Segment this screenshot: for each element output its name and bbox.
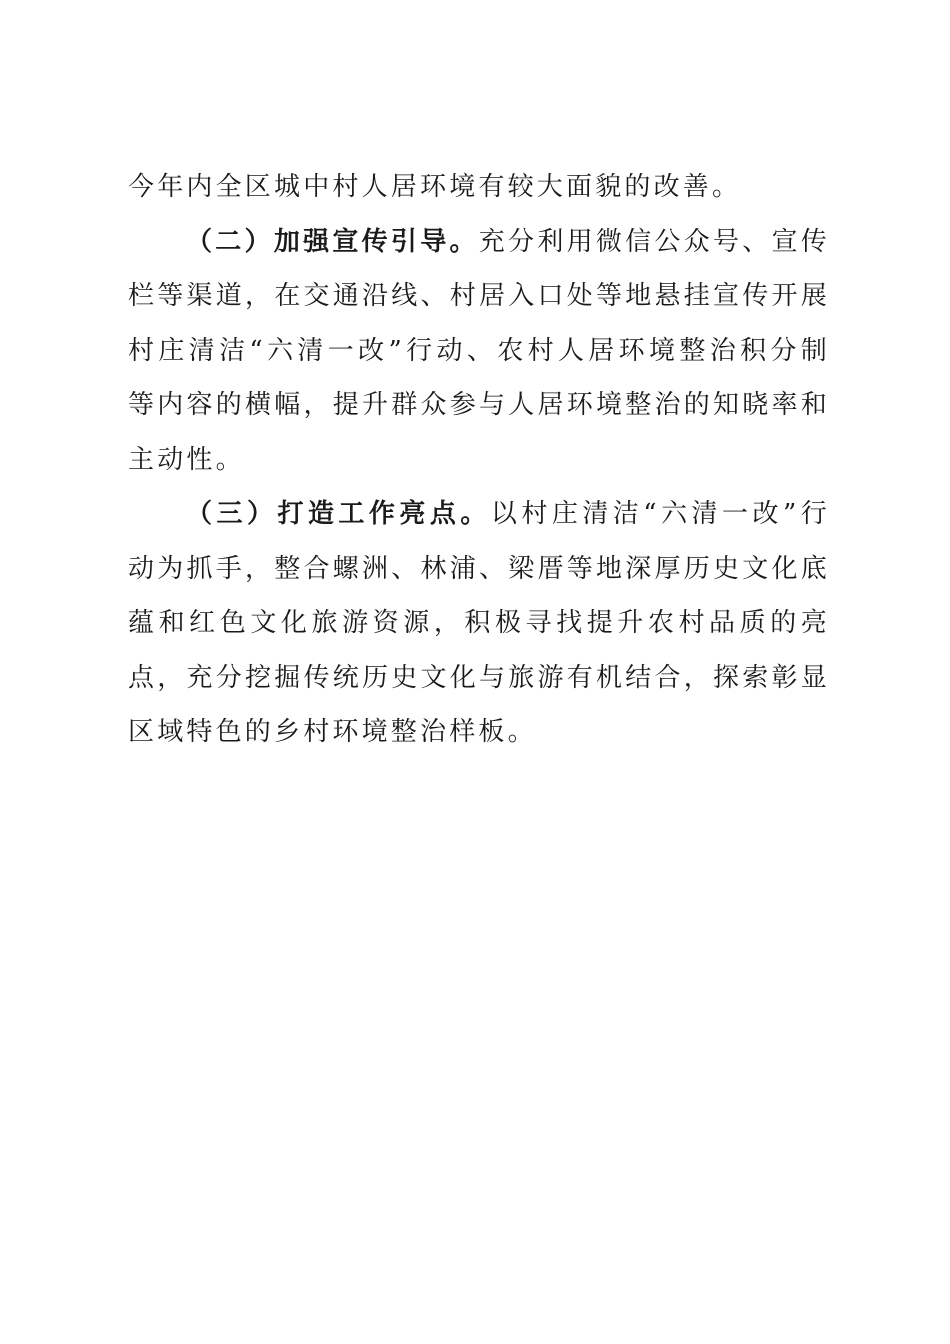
paragraph-publicity [128, 215, 830, 488]
section-heading-publicity: （二）加强宣传引导。 [186, 226, 479, 257]
paragraph-continuation [128, 160, 830, 215]
paragraph-highlights [128, 487, 830, 760]
paragraph-text: 充分利用微信公众号、宣传栏等渠道，在交通沿线、村居入口处等地悬挂宣传开展村庄清洁“六清一改”行动、农村人居环境整治积分制等内容的横幅，提升群众参与人居环境整治的知晓率和主动性。 [128, 226, 830, 475]
section-heading-highlights: （三）打造工作亮点。 [186, 499, 491, 529]
paragraph-text: 今年内全区城中村人居环境有较大面貌的改善。 [128, 172, 742, 202]
paragraph-text: 以村庄清洁“六清一改”行动为抓手，整合螺洲、林浦、梁厝等地深厚历史文化底蕴和红色文化旅游资源，积极寻找提升农村品质的亮点，充分挖掘传统历史文化与旅游有机结合，探索彰显区域特色的乡村环境整治样板。 [128, 499, 830, 747]
document-body [128, 160, 830, 760]
